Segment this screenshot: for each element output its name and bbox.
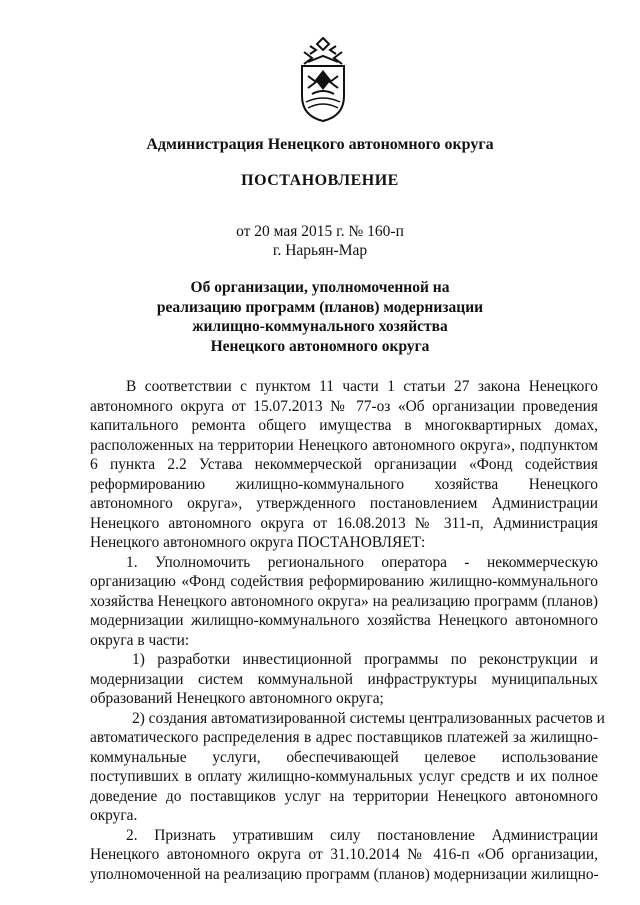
body-line: Ненецкого автономного округа от 31.10.2014 № 416-п «Об организации,: [90, 846, 598, 863]
nenets-coat-of-arms-icon: [298, 36, 348, 122]
body-line: модернизации систем коммунальной инфраструктуры муниципальных: [90, 670, 598, 688]
body-line: уполномоченной на реализацию программ (планов) модернизации жилищно-: [90, 865, 599, 883]
body-line: образований Ненецкого автономного округа;: [90, 690, 384, 707]
body-line: расположенных на территории Ненецкого автономного округа», подпунктом: [90, 436, 598, 454]
body-line: 6 пункта 2.2 Устава некоммерческой организации «Фонд содействия: [90, 456, 598, 473]
body-line: Ненецкого автономного округа ПОСТАНОВЛЯЕТ:: [90, 534, 426, 551]
body-line: округа в части:: [90, 631, 190, 649]
organization-title: Администрация Ненецкого автономного округа: [146, 136, 494, 153]
body-line: Ненецкого автономного округа от 16.08.2013 № 311-п, Администрация: [90, 514, 598, 532]
body-line: коммунальные услуги, обеспечивающей целевое использование: [90, 748, 598, 766]
subject-line: реализацию программ (планов) модернизации: [156, 298, 484, 316]
document-subject: [0, 278, 640, 356]
body-line: автономного округа от 15.07.2013 № 77-оз «Об организации проведения: [90, 397, 598, 415]
body-line: модернизации жилищно-коммунального хозяйства Ненецкого автономного: [90, 612, 598, 629]
subject-line: Об организации, уполномоченной на: [190, 279, 450, 296]
document-body: [90, 377, 605, 884]
body-line: организацию «Фонд содействия реформированию жилищно-коммунального: [90, 573, 598, 590]
city: г. Нарьян-Мар: [272, 242, 368, 259]
body-line: хозяйства Ненецкого автономного округа» на реализацию программ (планов): [90, 592, 598, 610]
body-line: реформированию жилищно-коммунального хозяйства Ненецкого: [90, 475, 598, 493]
body-line: поступивших в оплату жилищно-коммунальных услуг средств и их полное: [90, 768, 598, 785]
body-line: 2. Признать утратившим силу постановление Администрации: [126, 826, 598, 844]
body-line: 2) создания автоматизированной системы централизованных расчетов и: [132, 709, 605, 727]
subject-line: Ненецкого автономного округа: [210, 337, 430, 355]
body-line: автономного округа», утвержденного постановлением Администрации: [90, 495, 598, 512]
date-number: от 20 мая 2015 г. № 160-п: [236, 223, 404, 240]
body-line: капитального ремонта общего имущества в многоквартирных домах,: [90, 417, 598, 434]
body-line: 1. Уполномочить регионального оператора - некоммерческую: [126, 553, 598, 571]
body-line: доведение до поставщиков услуг на территории Ненецкого автономного: [90, 787, 598, 805]
body-line: автоматического распределения в адрес поставщиков платежей за жилищно-: [90, 729, 598, 746]
body-line: В соответствии с пунктом 11 части 1 статьи 27 закона Ненецкого: [126, 378, 598, 395]
body-line: 1) разработки инвестиционной программы по реконструкции и: [132, 651, 598, 668]
subject-line: жилищно-коммунального хозяйства: [192, 318, 448, 335]
body-line: округа.: [90, 807, 138, 824]
document-type: ПОСТАНОВЛЕНИЕ: [241, 172, 399, 189]
